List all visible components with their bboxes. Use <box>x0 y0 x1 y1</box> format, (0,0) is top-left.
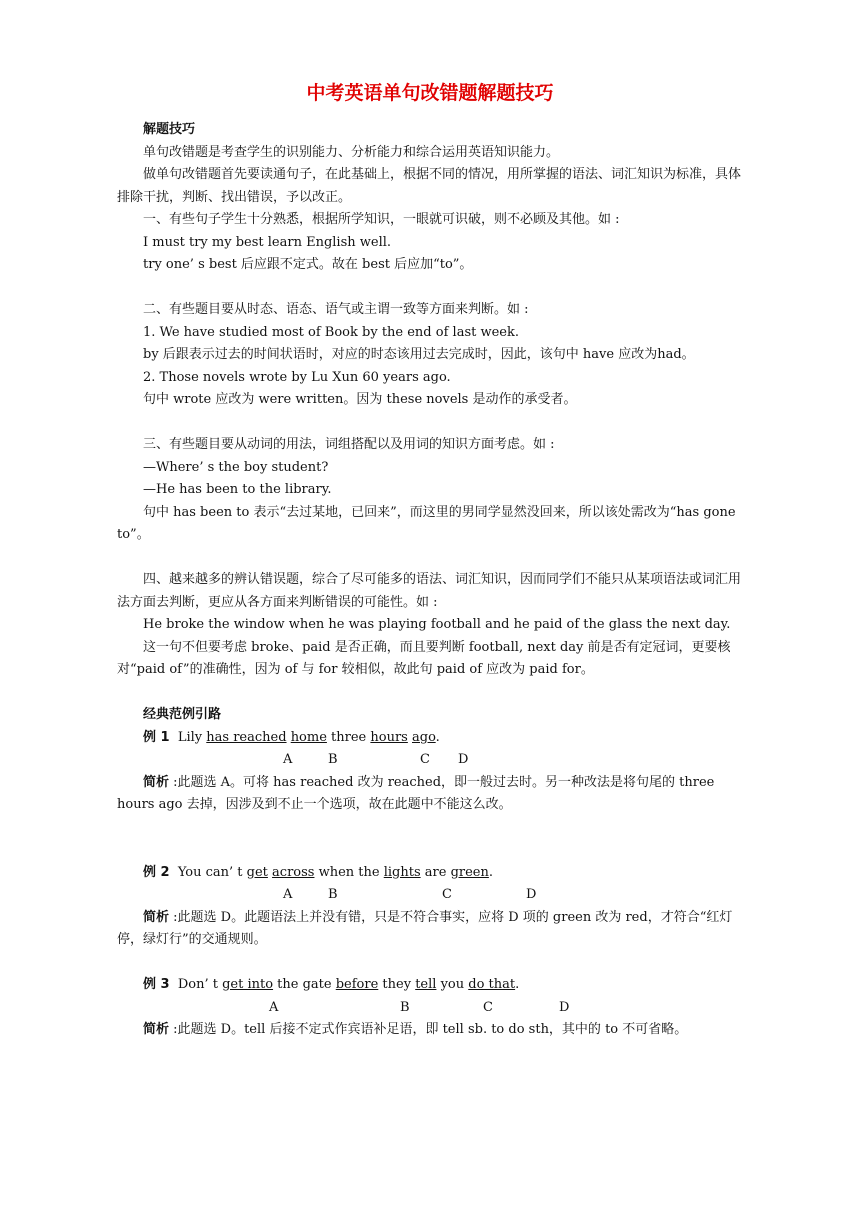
paragraph: 单句改错题是考查学生的识别能力、分析能力和综合运用英语知识能力。 <box>143 144 560 160</box>
paragraph: 这一句不但要考虑 broke、paid 是否正确，而且要判断 football, next day 前是否有定冠词，更要核对“paid of”的准确性，因为 of 与 for 较相似，故此句 paid of 应改为 paid for。 <box>117 639 731 677</box>
dialogue-line: —He has been to the library. <box>143 482 332 497</box>
paragraph: 做单句改错题首先要读通句子，在此基础上，根据不同的情况，用所掌握的语法、词汇知识为标准，具体排除干扰，判断、找出错误，予以改正。 <box>117 167 742 205</box>
option-letter-a: A <box>269 999 279 1015</box>
option-a-underline: has reached <box>206 729 287 745</box>
paragraph: 一、有些句子学生十分熟悉，根据所学知识，一眼就可识破，则不必顾及其他。如 : <box>143 212 620 227</box>
option-d-underline: green <box>450 864 489 880</box>
example-3-sentence: 例 3 Don’ t get into the gate before they tell you do that. <box>143 977 520 992</box>
option-letter-d: D <box>559 999 570 1015</box>
option-c-underline: hours <box>370 729 408 745</box>
option-c-underline: lights <box>383 864 421 880</box>
option-letters <box>117 884 743 907</box>
example-1-sentence: 例 1 Lily has reached home three hours ago. <box>143 729 440 745</box>
analysis-label: 简析 <box>143 774 170 790</box>
section-heading-tips: 解题技巧 <box>143 122 196 137</box>
paragraph: try one’ s best 后应跟不定式。故在 best 后应加“to”。 <box>143 257 473 272</box>
paragraph: 句中 has been to 表示“去过某地，已回来”，而这里的男同学显然没回来，所以该处需改为“has gone to”。 <box>117 504 736 542</box>
paragraph: 三、有些题目要从动词的用法，词组搭配以及用词的知识方面考虑。如 : <box>143 437 555 452</box>
option-d-underline: do that <box>468 977 516 992</box>
example-3-analysis: 简析 :此题选 D。tell 后接不定式作宾语补足语，即 tell sb. to do sth，其中的 to 不可省略。 <box>143 1022 688 1037</box>
option-letter-b: B <box>400 999 410 1015</box>
section-heading-examples: 经典范例引路 <box>143 707 222 722</box>
option-d-underline: ago <box>412 729 436 745</box>
option-a-underline: get <box>246 864 268 880</box>
option-b-underline: before <box>335 977 379 992</box>
example-1-analysis: 简析 :此题选 A。可将 has reached 改为 reached，即一般过去时。另一种改法是将句尾的 three hours ago 去掉，因涉及到不止一个选项，故在此题中不能这么改。 <box>117 774 715 812</box>
option-letter-c: C <box>483 999 493 1015</box>
analysis-label: 简析 <box>143 1022 170 1037</box>
option-letters <box>117 749 743 772</box>
option-letter-a: A <box>283 752 293 767</box>
option-b-underline: home <box>290 729 327 745</box>
example-sentence: 2. Those novels wrote by Lu Xun 60 years ago. <box>143 369 451 385</box>
option-letters <box>117 997 743 1020</box>
example-label: 例 2 <box>143 864 170 880</box>
analysis-label: 简析 <box>143 909 170 925</box>
example-2-analysis: 简析 :此题选 D。此题语法上并没有错，只是不符合事实，应将 D 项的 green 改为 red，才符合“红灯停，绿灯行”的交通规则。 <box>117 909 733 947</box>
example-sentence: I must try my best learn English well. <box>143 234 392 250</box>
example-label: 例 3 <box>143 977 170 992</box>
option-letter-b: B <box>328 887 338 902</box>
example-sentence: He broke the window when he was playing football and he paid of the glass the next day. <box>143 617 731 632</box>
option-b-underline: across <box>272 864 315 880</box>
option-letter-c: C <box>442 887 452 902</box>
option-letter-b: B <box>328 752 338 767</box>
example-2-sentence: 例 2 You can’ t get across when the lights are green. <box>143 864 494 880</box>
option-c-underline: tell <box>415 977 437 992</box>
dialogue-line: —Where’ s the boy student? <box>143 459 329 475</box>
example-sentence: 1. We have studied most of Book by the end of last week. <box>143 324 519 340</box>
option-letter-c: C <box>420 752 430 767</box>
paragraph: by 后跟表示过去的时间状语时，对应的时态该用过去完成时，因此，该句中 have 应改为had。 <box>143 347 695 362</box>
example-label: 例 1 <box>143 729 170 745</box>
option-a-underline: get into <box>222 977 274 992</box>
option-letter-d: D <box>526 887 537 902</box>
paragraph: 句中 wrote 应改为 were written。因为 these novels 是动作的承受者。 <box>143 392 577 407</box>
paragraph: 二、有些题目要从时态、语态、语气或主谓一致等方面来判断。如 : <box>143 302 529 317</box>
option-letter-d: D <box>458 752 469 767</box>
option-letter-a: A <box>283 887 293 902</box>
paragraph: 四、越来越多的辨认错误题，综合了尽可能多的语法、词汇知识，因而同学们不能只从某项语法或词汇用法方面去判断，更应从各方面来判断错误的可能性。如 : <box>117 572 742 610</box>
document-page <box>117 78 743 1042</box>
page-title: 中考英语单句改错题解题技巧 <box>306 82 554 104</box>
